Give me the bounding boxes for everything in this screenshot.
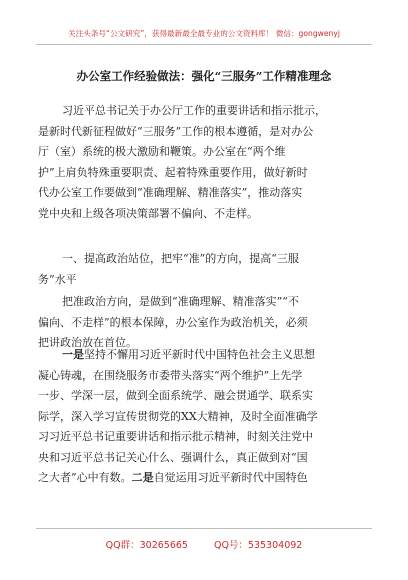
header-banner: 关注头条号“公文研究”，获得最新最全最专业的公文资料库！ 微信：gongwenyj — [68, 29, 340, 38]
paragraph-line: 党中央和上级各项决策部署不偏向、不走样。 — [38, 206, 258, 220]
paragraph-1 — [38, 101, 362, 224]
heading-line: 务”水平 — [38, 272, 77, 286]
footer-qq-group: QQ群：30265665 — [105, 540, 188, 551]
section-heading-1 — [38, 249, 362, 290]
paragraph-line: 央和习近平总书记关心什么、强调什么，真正做到对“国 — [38, 450, 308, 464]
footer-qq-number: QQ号：535304092 — [213, 540, 303, 551]
paragraph-line: 一步、学深一层，做到全面系统学、融会贯通学、联系实 — [38, 389, 313, 402]
paragraph-line — [62, 345, 362, 366]
paragraph-text: 坚持不懈用习近平新时代中国特色社会主义思想 — [84, 348, 315, 361]
footer-divider — [36, 528, 372, 529]
paragraph-line: 把准政治方向，是做到“准确理解、精准落实”“不 — [62, 295, 299, 308]
paragraph-text: 自觉运用习近平新时代中国特色 — [153, 471, 308, 484]
heading-line: 一、提高政治站位，把牢“准”的方向，提高“三服 — [62, 252, 299, 265]
paragraph-line: 凝心铸魂，在围绕服务市委带头落实“两个维护”上先学 — [38, 368, 303, 382]
paragraph-line: 偏向、不走样”的根本保障，办公室作为政治机关，必须 — [38, 315, 308, 329]
paragraph-line: 厅（室）系统的极大激励和鞭策。办公室在“两个维 — [38, 145, 286, 158]
header-divider — [36, 44, 372, 45]
footer — [36, 537, 372, 551]
paragraph-line: 习习近平总书记重要讲话和指示批示精神，时刻关注党中 — [38, 430, 313, 443]
item-marker-first: 一是 — [62, 348, 84, 361]
paragraph-line: 护”上肩负特殊重要职责、起着特殊重要作用，做好新时 — [38, 165, 308, 179]
paragraph-3 — [38, 345, 362, 489]
paragraph-line: 是新时代新征程做好“三服务”工作的根本遵循，是对办公 — [38, 124, 314, 138]
paragraph-line: 际学，深入学习宣传贯彻党的XX大精神，及时全面准确学 — [38, 409, 318, 423]
paragraph-line — [38, 468, 362, 489]
paragraph-text: 之大者”心中有数。 — [38, 471, 132, 484]
paragraph-line: 代办公室工作要做到“准确理解、精准落实”，推动落实 — [38, 186, 303, 199]
document-title: 办公室工作经验做法：强化“三服务”工作精准理念 — [76, 69, 332, 83]
item-marker-second: 二是 — [131, 471, 154, 484]
paragraph-line: 把讲政治放在首位。 — [38, 336, 137, 349]
paragraph-line: 习近平总书记关于办公厅工作的重要讲话和指示批示， — [62, 104, 326, 117]
